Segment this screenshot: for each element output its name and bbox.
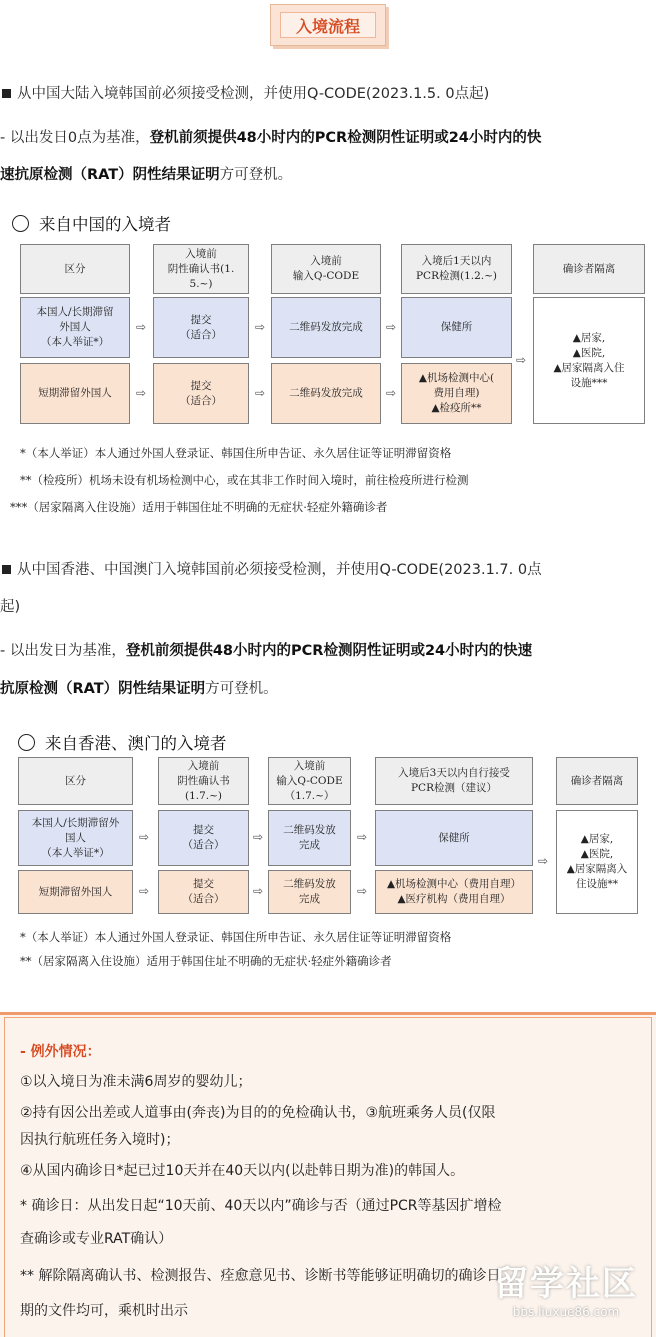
t2-row1-pcr: 保健所 bbox=[375, 810, 533, 866]
t2-header-qcode: 入境前 输入Q-CODE （1.7.~） bbox=[268, 757, 351, 805]
square-bullet-icon bbox=[2, 565, 11, 574]
t2-row1-cert: 提交 （适合） bbox=[158, 810, 249, 866]
t1-row1-qcode: 二维码发放完成 bbox=[271, 297, 381, 358]
t2-row1-category: 本国人/长期滞留外 国人 （本人举证*） bbox=[18, 810, 133, 866]
arrow-right-icon: ⇨ bbox=[357, 830, 368, 844]
arrow-right-icon: ⇨ bbox=[253, 884, 264, 898]
section1-subtitle: 来自中国的入境者 bbox=[12, 211, 171, 235]
t1-row1-cert: 提交 （适合） bbox=[153, 297, 249, 358]
exception-line: ①以入境日为准未满6周岁的婴幼儿； bbox=[20, 1074, 252, 1090]
arrow-right-icon: ⇨ bbox=[136, 386, 147, 400]
section2-rule-line2: 抗原检测（RAT）阴性结果证明方可登机。 bbox=[0, 681, 278, 697]
t1-note-3: ***（居家隔离入住设施）适用于韩国住址不明确的无症状·轻症外籍确诊者 bbox=[10, 500, 388, 514]
t2-header-category: 区分 bbox=[18, 757, 133, 805]
arrow-right-icon: ⇨ bbox=[386, 320, 397, 334]
t2-row2-pcr: ▲机场检测中心（费用自理） ▲医疗机构（费用自理） bbox=[375, 870, 533, 914]
page-title: 入境流程 bbox=[280, 12, 376, 38]
arrow-right-icon: ⇨ bbox=[139, 884, 150, 898]
exception-note: * 确诊日：从出发日起“10天前、40天以内”确诊与否（通过PCR等基因扩增检 bbox=[20, 1198, 502, 1214]
section1-heading: 从中国大陆入境韩国前必须接受检测，并使用Q-CODE(2023.1.5. 0点起) bbox=[0, 84, 656, 104]
t2-note-2: **（居家隔离入住设施）适用于韩国住址不明确的无症状·轻症外籍确诊者 bbox=[20, 954, 392, 968]
t1-header-qcode: 入境前 输入Q-CODE bbox=[271, 244, 381, 294]
t1-row2-qcode: 二维码发放完成 bbox=[271, 363, 381, 424]
arrow-right-icon: ⇨ bbox=[139, 830, 150, 844]
square-bullet-icon bbox=[2, 89, 11, 98]
watermark-logo-text: 留学社区 bbox=[494, 1264, 638, 1304]
arrow-right-icon: ⇨ bbox=[253, 830, 264, 844]
section2-rule-line1: - 以出发日为基准，登机前须提供48小时内的PCR检测阴性证明或24小时内的快速 bbox=[0, 643, 533, 659]
arrow-right-icon: ⇨ bbox=[357, 884, 368, 898]
page-title-badge bbox=[270, 4, 386, 46]
t1-row1-category: 本国人/长期滞留 外国人 （本人举证*） bbox=[20, 297, 130, 358]
circle-bullet-icon bbox=[12, 215, 29, 232]
section2-subtitle: 来自香港、澳门的入境者 bbox=[18, 730, 227, 754]
t2-header-isolation: 确诊者隔离 bbox=[556, 757, 638, 805]
section2-heading-cont: 起) bbox=[0, 599, 21, 615]
t1-header-category: 区分 bbox=[20, 244, 130, 294]
t1-row2-category: 短期滞留外国人 bbox=[20, 363, 130, 424]
exception-note: 查确诊或专业RAT确认） bbox=[20, 1231, 173, 1247]
exceptions-panel bbox=[0, 1012, 656, 1337]
t1-row1-pcr: 保健所 bbox=[401, 297, 512, 358]
exception-note: 期的文件均可，乘机时出示 bbox=[20, 1303, 188, 1319]
t2-row1-qcode: 二维码发放 完成 bbox=[268, 810, 351, 866]
t2-isolation: ▲居家, ▲医院, ▲居家隔离入 住设施** bbox=[556, 810, 638, 914]
exceptions-title: - 例外情况： bbox=[20, 1044, 101, 1060]
arrow-right-icon: ⇨ bbox=[136, 320, 147, 334]
t1-header-pcr: 入境后1天以内 PCR检测(1.2.~) bbox=[401, 244, 512, 294]
section2-heading: 从中国香港、中国澳门入境韩国前必须接受检测，并使用Q-CODE(2023.1.7. 0点 bbox=[0, 560, 656, 580]
exception-line: 因执行航班任务入境时)； bbox=[20, 1132, 180, 1148]
circle-bullet-icon bbox=[18, 734, 35, 751]
t1-header-negative-cert: 入境前 阴性确认书(1. 5.~) bbox=[153, 244, 249, 294]
arrow-right-icon: ⇨ bbox=[255, 320, 266, 334]
t2-row2-qcode: 二维码发放 完成 bbox=[268, 870, 351, 914]
arrow-right-icon: ⇨ bbox=[516, 353, 527, 367]
t1-row2-cert: 提交 （适合） bbox=[153, 363, 249, 424]
t1-note-2: **（检疫所）机场未设有机场检测中心，或在其非工作时间入境时，前往检疫所进行检测 bbox=[20, 473, 469, 487]
t2-note-1: *（本人举证）本人通过外国人登录证、韩国住所申告证、永久居住证等证明滞留资格 bbox=[20, 930, 452, 944]
watermark-url: bbs.liuxue86.com bbox=[512, 1305, 620, 1319]
section1-rule-line2: 速抗原检测（RAT）阴性结果证明方可登机。 bbox=[0, 167, 293, 183]
exception-note: ** 解除隔离确认书、检测报告、痊愈意见书、诊断书等能够证明确切的确诊日 bbox=[20, 1268, 501, 1284]
t2-row2-cert: 提交 （适合） bbox=[158, 870, 249, 914]
t1-header-isolation: 确诊者隔离 bbox=[533, 244, 645, 294]
site-watermark bbox=[494, 1256, 638, 1319]
t2-header-negative-cert: 入境前 阴性确认书 (1.7.~) bbox=[158, 757, 249, 805]
t1-isolation: ▲居家, ▲医院, ▲居家隔离入住 设施*** bbox=[533, 297, 645, 424]
t1-note-1: *（本人举证）本人通过外国人登录证、韩国住所申告证、永久居住证等证明滞留资格 bbox=[20, 446, 452, 460]
arrow-right-icon: ⇨ bbox=[386, 386, 397, 400]
exception-line: ②持有因公出差或人道事由(奔丧)为目的的免检确认书，③航班乘务人员(仅限 bbox=[20, 1105, 496, 1121]
t1-row2-pcr: ▲机场检测中心( 费用自理) ▲检疫所** bbox=[401, 363, 512, 424]
exception-line: ④从国内确诊日*起已过10天并在40天以内(以赴韩日期为准)的韩国人。 bbox=[20, 1163, 465, 1179]
section1-rule-line1: - 以出发日0点为基准，登机前须提供48小时内的PCR检测阴性证明或24小时内的快 bbox=[0, 130, 542, 146]
t2-row2-category: 短期滞留外国人 bbox=[18, 870, 133, 914]
arrow-right-icon: ⇨ bbox=[255, 386, 266, 400]
t2-header-pcr: 入境后3天以内自行接受 PCR检测（建议） bbox=[375, 757, 533, 805]
arrow-right-icon: ⇨ bbox=[538, 854, 549, 868]
